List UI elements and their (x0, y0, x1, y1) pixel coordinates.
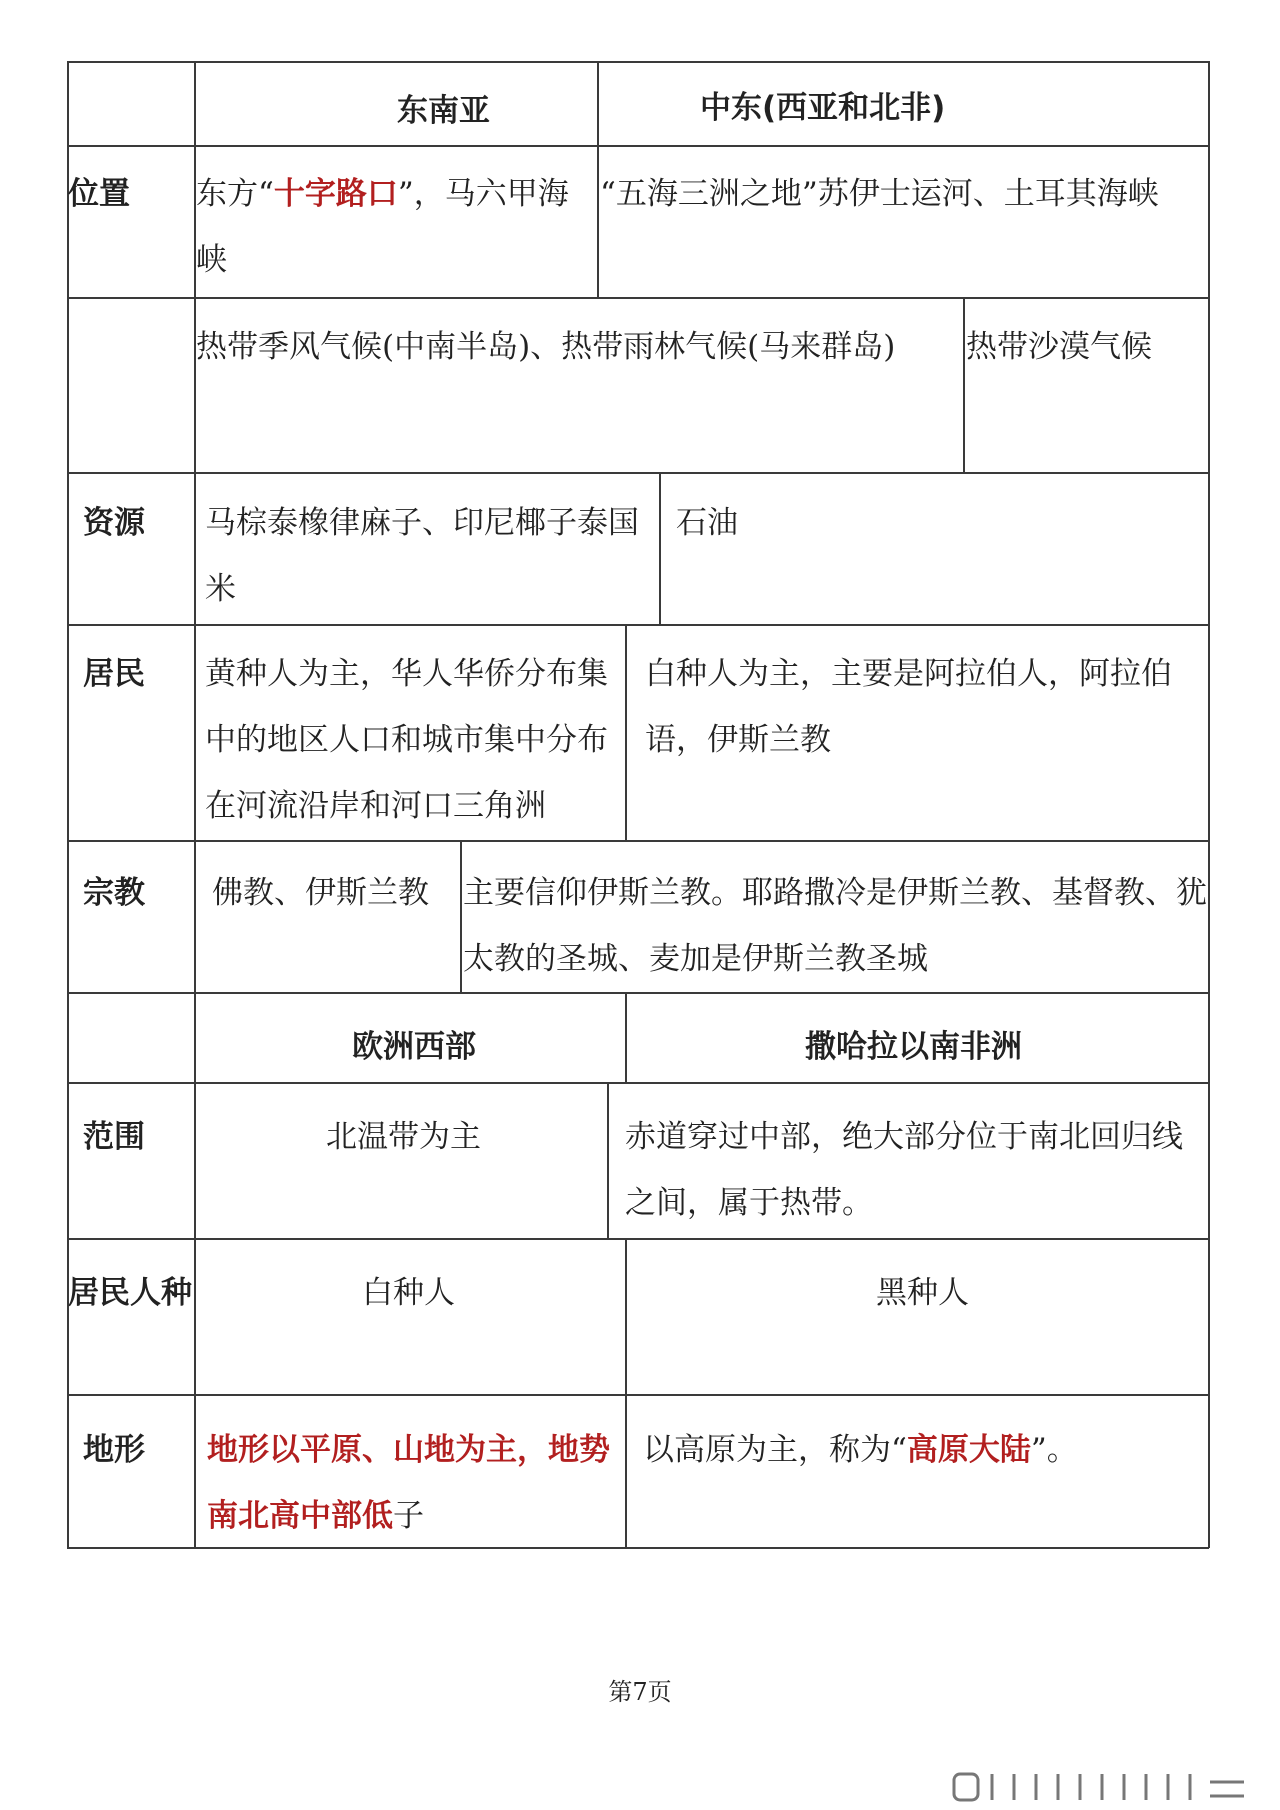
terrain-prefix: 以高原为主，称为“ (643, 1432, 907, 1468)
column-divider (597, 61, 599, 298)
cell-africa-terrain (643, 1417, 1078, 1483)
column-divider (625, 624, 627, 841)
cell-southeast-asia-location (196, 161, 596, 293)
cell-southeast-asia-resources: 马棕泰橡律麻子、印尼椰子泰国米 (205, 505, 639, 607)
row-line (67, 840, 1209, 842)
cell-middle-east-climate: 热带沙漠气候 (966, 329, 1152, 365)
row-label-range: 范围 (83, 1119, 145, 1155)
terrain-suffix: ”。 (1030, 1432, 1078, 1468)
row-line (67, 624, 1209, 626)
row-line (67, 1238, 1209, 1240)
cell-middle-east-residents: 白种人为主，主要是阿拉伯人，阿拉伯语，伊斯兰教 (645, 656, 1172, 758)
column-divider (607, 1082, 609, 1239)
row-label-race: 居民人种 (68, 1275, 192, 1311)
row-line (67, 1082, 1209, 1084)
row-label-terrain: 地形 (83, 1432, 145, 1468)
column-divider (460, 840, 462, 993)
header-middle-east: 中东(西亚和北非) (700, 90, 946, 126)
row-line (67, 1394, 1209, 1396)
row-line (67, 145, 1209, 147)
column-divider (625, 992, 627, 1083)
row-line (67, 61, 1209, 63)
plateau-continent-highlight: 高原大陆 (906, 1432, 1031, 1468)
watermark-graphic (952, 1770, 1248, 1804)
cell-western-europe-terrain (207, 1417, 627, 1549)
row-label-location: 位置 (68, 176, 130, 212)
row-label-resources: 资源 (83, 505, 145, 541)
table-border-right (1208, 61, 1210, 1548)
cell-middle-east-religion: 主要信仰伊斯兰教。耶路撒冷是伊斯兰教、基督教、犹太教的圣城、麦加是伊斯兰教圣城 (463, 875, 1207, 977)
location-text-suffix: ”，马六甲海峡 (196, 176, 569, 278)
page-number: 第7页 (608, 1678, 672, 1706)
header-sub-saharan-africa: 撒哈拉以南非洲 (805, 1029, 1022, 1065)
row-line (67, 472, 1209, 474)
column-divider (963, 297, 965, 473)
cell-western-europe-race: 白种人 (362, 1275, 455, 1311)
location-text-prefix: 东方“ (196, 176, 274, 212)
row-line (67, 992, 1209, 994)
row-label-residents: 居民 (83, 656, 145, 692)
cell-southeast-asia-climate: 热带季风气候(中南半岛)、热带雨林气候(马来群岛) (196, 329, 896, 365)
row-label-religion: 宗教 (83, 875, 145, 911)
column-divider (659, 472, 661, 625)
cell-western-europe-range: 北温带为主 (326, 1119, 481, 1155)
header-southeast-asia: 东南亚 (397, 93, 490, 129)
terrain-tail: 子 (393, 1498, 424, 1534)
cell-southeast-asia-residents: 黄种人为主，华人华侨分布集中的地区人口和城市集中分布在河流沿岸和河口三角洲 (205, 656, 608, 824)
crossroads-highlight: 十字路口 (273, 176, 398, 212)
cell-middle-east-location: “五海三洲之地”苏伊士运河、土耳其海峡 (600, 176, 1159, 212)
header-western-europe: 欧洲西部 (352, 1029, 476, 1065)
cell-africa-range: 赤道穿过中部，绝大部分位于南北回归线之间，属于热带。 (625, 1119, 1183, 1221)
cell-middle-east-resources: 石油 (676, 505, 738, 541)
terrain-highlight: 地形以平原、山地为主，地势南北高中部低 (207, 1432, 610, 1534)
cell-africa-race: 黑种人 (876, 1275, 969, 1311)
row-line (67, 297, 1209, 299)
cell-southeast-asia-religion: 佛教、伊斯兰教 (212, 875, 429, 911)
